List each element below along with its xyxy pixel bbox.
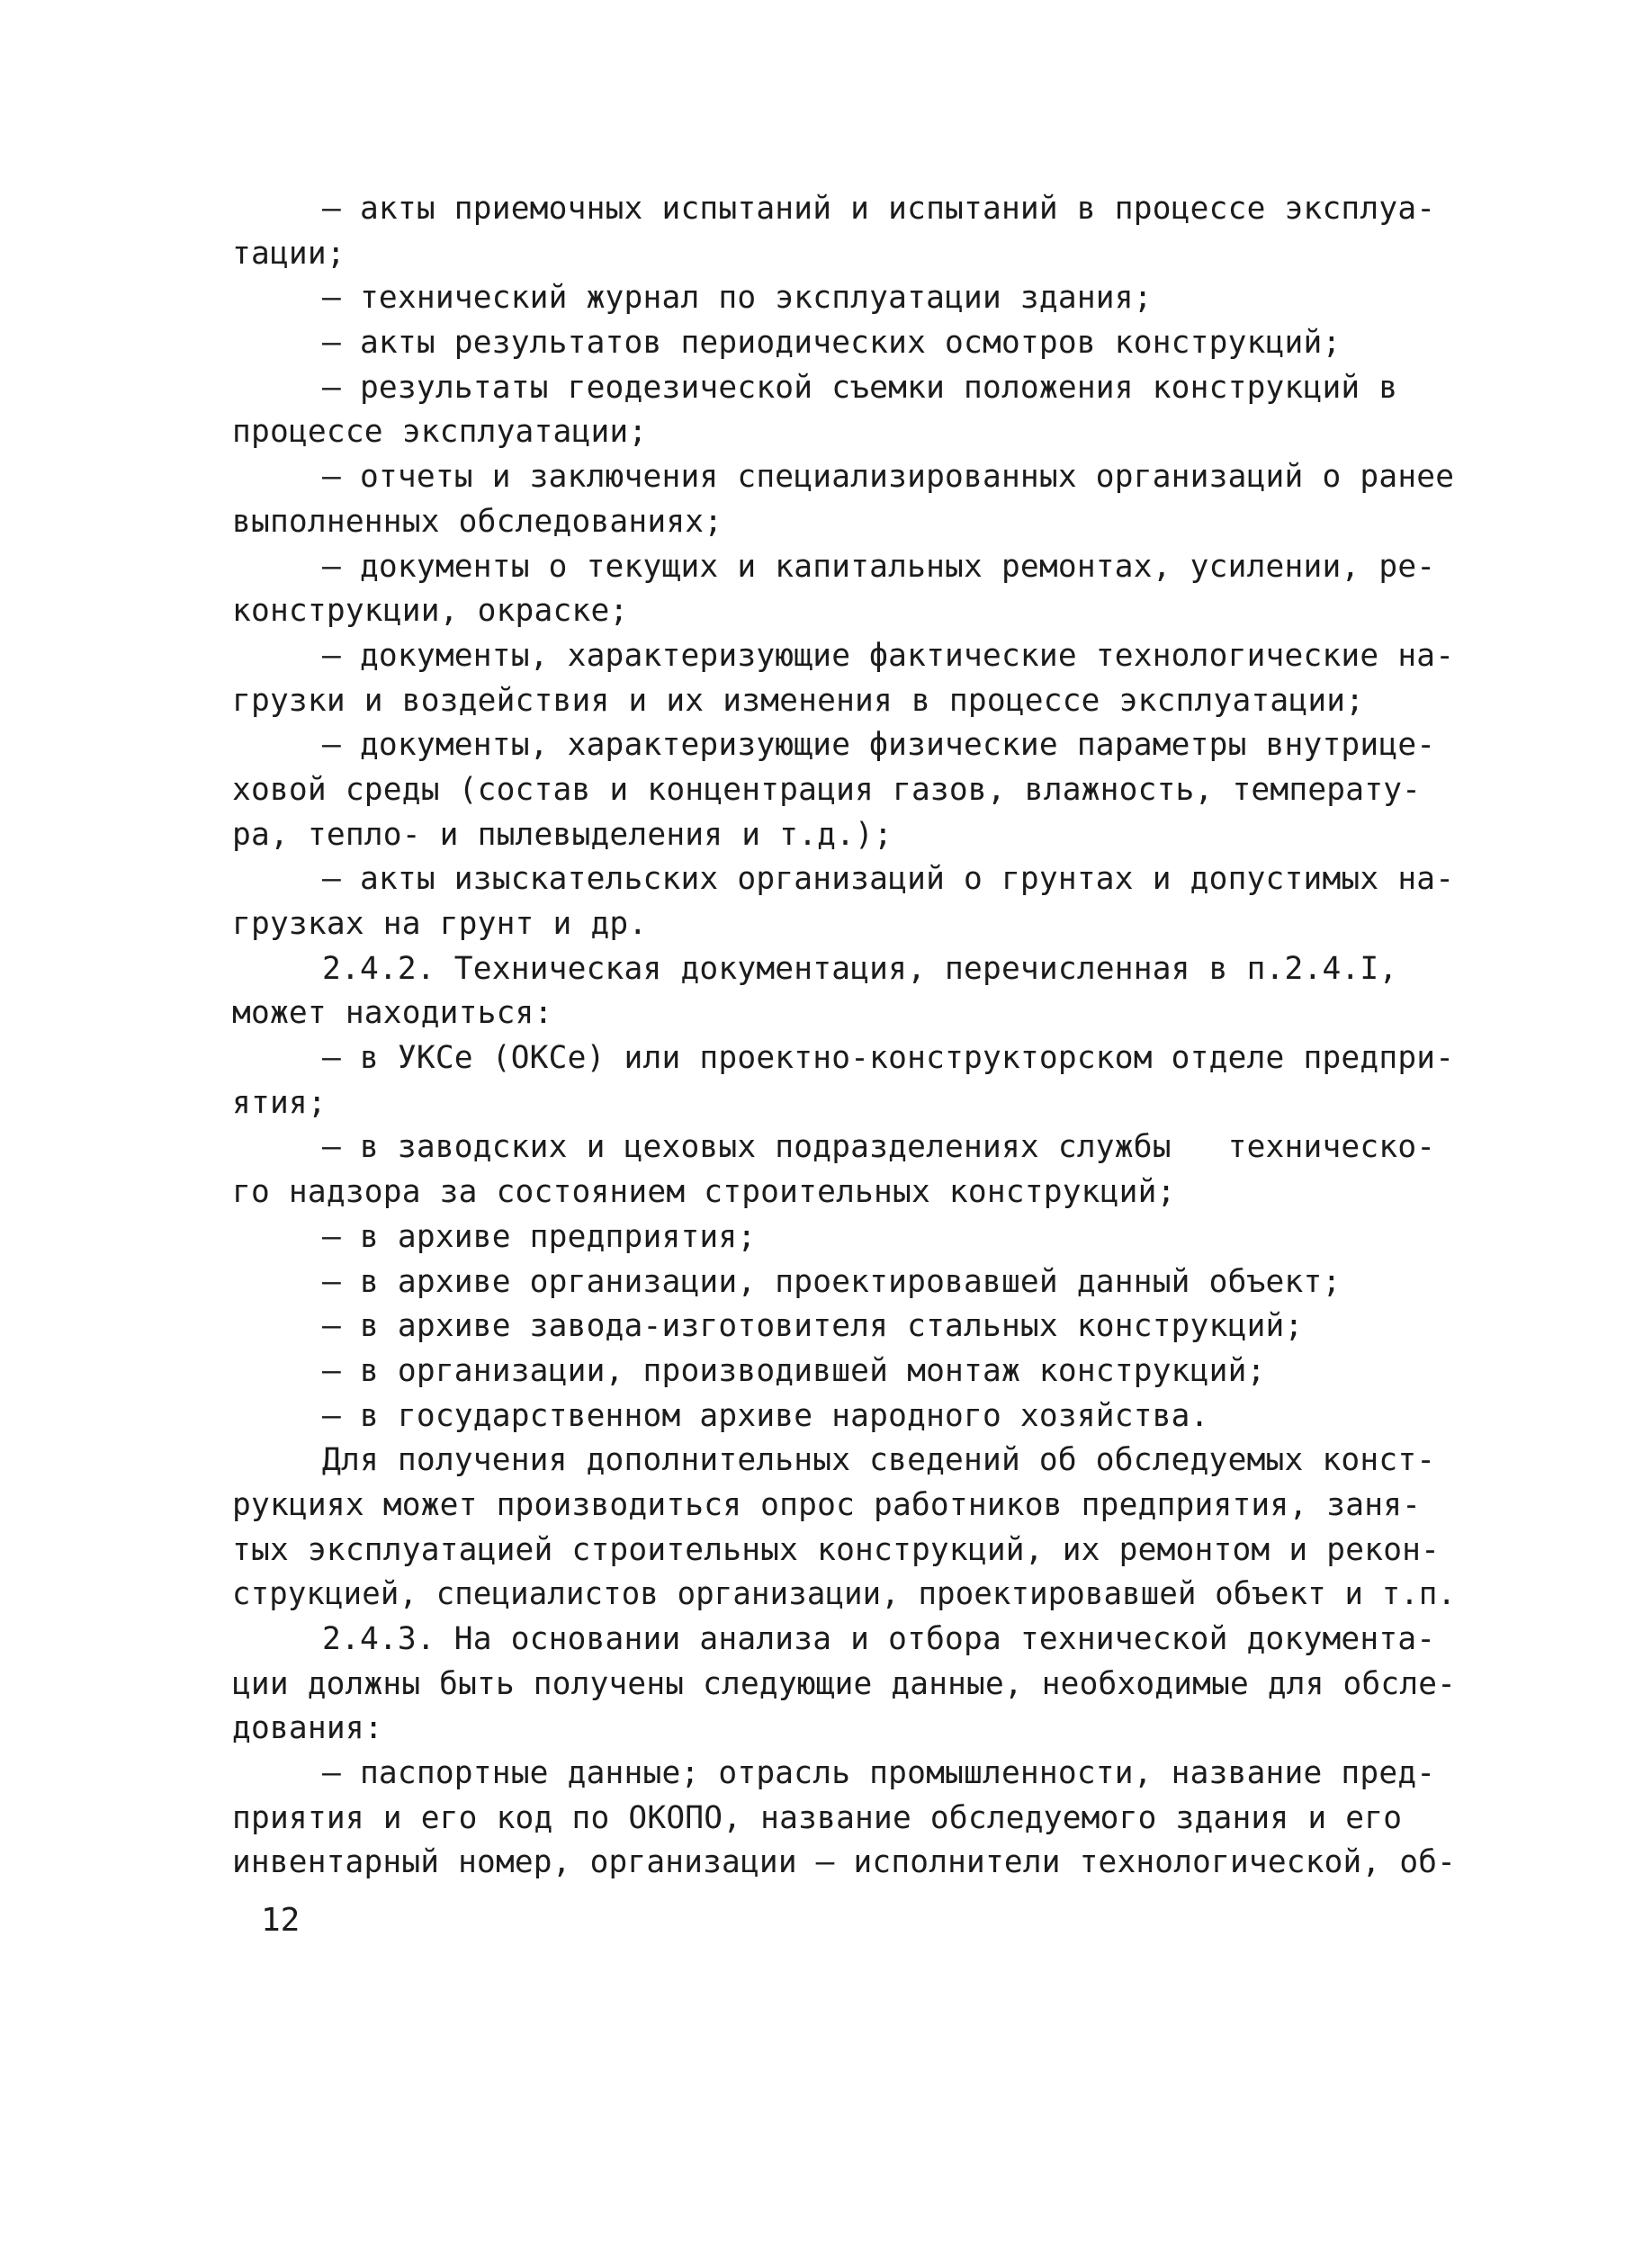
text-line: 2.4.3. На основании анализа и отбора технической документа- <box>322 1621 1436 1657</box>
text-line: – акты приемочных испытаний и испытаний в процессе эксплуа- <box>322 191 1436 227</box>
text-line: го надзора за состоянием строительных конструкций; <box>232 1174 1176 1211</box>
document-body <box>232 187 1456 1886</box>
text-line: – в организации, производившей монтаж конструкций; <box>322 1352 1266 1389</box>
text-line: ции должны быть получены следующие данные, необходимые для обсле- <box>232 1665 1457 1702</box>
text-line: грузки и воздействия и их изменения в процессе эксплуатации; <box>232 682 1365 719</box>
text-line: процессе эксплуатации; <box>232 414 648 451</box>
text-line: рукциях может производиться опрос работников предприятия, заня- <box>232 1486 1422 1523</box>
text-line: – акты результатов периодических осмотров конструкций; <box>322 325 1342 362</box>
text-line: – документы, характеризующие фактические технологические на- <box>322 637 1455 674</box>
text-line: – результаты геодезической съемки положения конструкций в <box>322 369 1398 406</box>
text-line: – в государственном архиве народного хозяйства. <box>322 1397 1209 1434</box>
text-line: приятия и его код по ОКОПО, название обследуемого здания и его <box>232 1799 1403 1836</box>
text-line: инвентарный номер, организации – исполнители технологической, об- <box>232 1844 1457 1881</box>
text-line: – в архиве организации, проектировавшей данный объект; <box>322 1263 1342 1300</box>
text-line: – в УКСе (ОКСе) или проектно-конструкторском отделе предпри- <box>322 1040 1455 1077</box>
text-line: – акты изыскательских организаций о грунтах и допустимых на- <box>322 861 1455 898</box>
text-line: – в архиве завода-изготовителя стальных конструкций; <box>322 1308 1304 1345</box>
text-line: может находиться: <box>232 995 553 1032</box>
text-line: – документы, характеризующие физические параметры внутрице- <box>322 727 1436 764</box>
text-line: – в архиве предприятия; <box>322 1218 757 1255</box>
text-line: струкцией, специалистов организации, проектировавшей объект и т.п. <box>232 1576 1457 1613</box>
text-line: грузках на грунт и др. <box>232 906 648 942</box>
text-line: – в заводских и цеховых подразделениях службы техническо- <box>322 1129 1436 1166</box>
text-line: конструкции, окраске; <box>232 593 629 630</box>
text-line: выполненных обследованиях; <box>232 503 723 540</box>
text-line: ятия; <box>232 1084 327 1121</box>
text-line: Для получения дополнительных сведений об обследуемых конст- <box>322 1442 1436 1479</box>
text-line: тации; <box>232 235 346 272</box>
text-line: ра, тепло- и пылевыделения и т.д.); <box>232 816 893 853</box>
page-number: 12 <box>261 1902 301 1939</box>
text-line: – отчеты и заключения специализированных организаций о ранее <box>322 459 1455 496</box>
text-line: дования: <box>232 1710 383 1747</box>
text-line: – паспортные данные; отрасль промышленности, название пред- <box>322 1755 1436 1792</box>
text-line: тых эксплуатацией строительных конструкций, их ремонтом и рекон- <box>232 1531 1441 1568</box>
text-line: – документы о текущих и капитальных ремонтах, усилении, ре- <box>322 548 1436 585</box>
text-line: – технический журнал по эксплуатации здания; <box>322 280 1153 317</box>
text-line: 2.4.2. Техническая документация, перечисленная в п.2.4.I, <box>322 950 1398 987</box>
text-line: ховой среды (состав и концентрация газов, влажность, температу- <box>232 771 1422 808</box>
